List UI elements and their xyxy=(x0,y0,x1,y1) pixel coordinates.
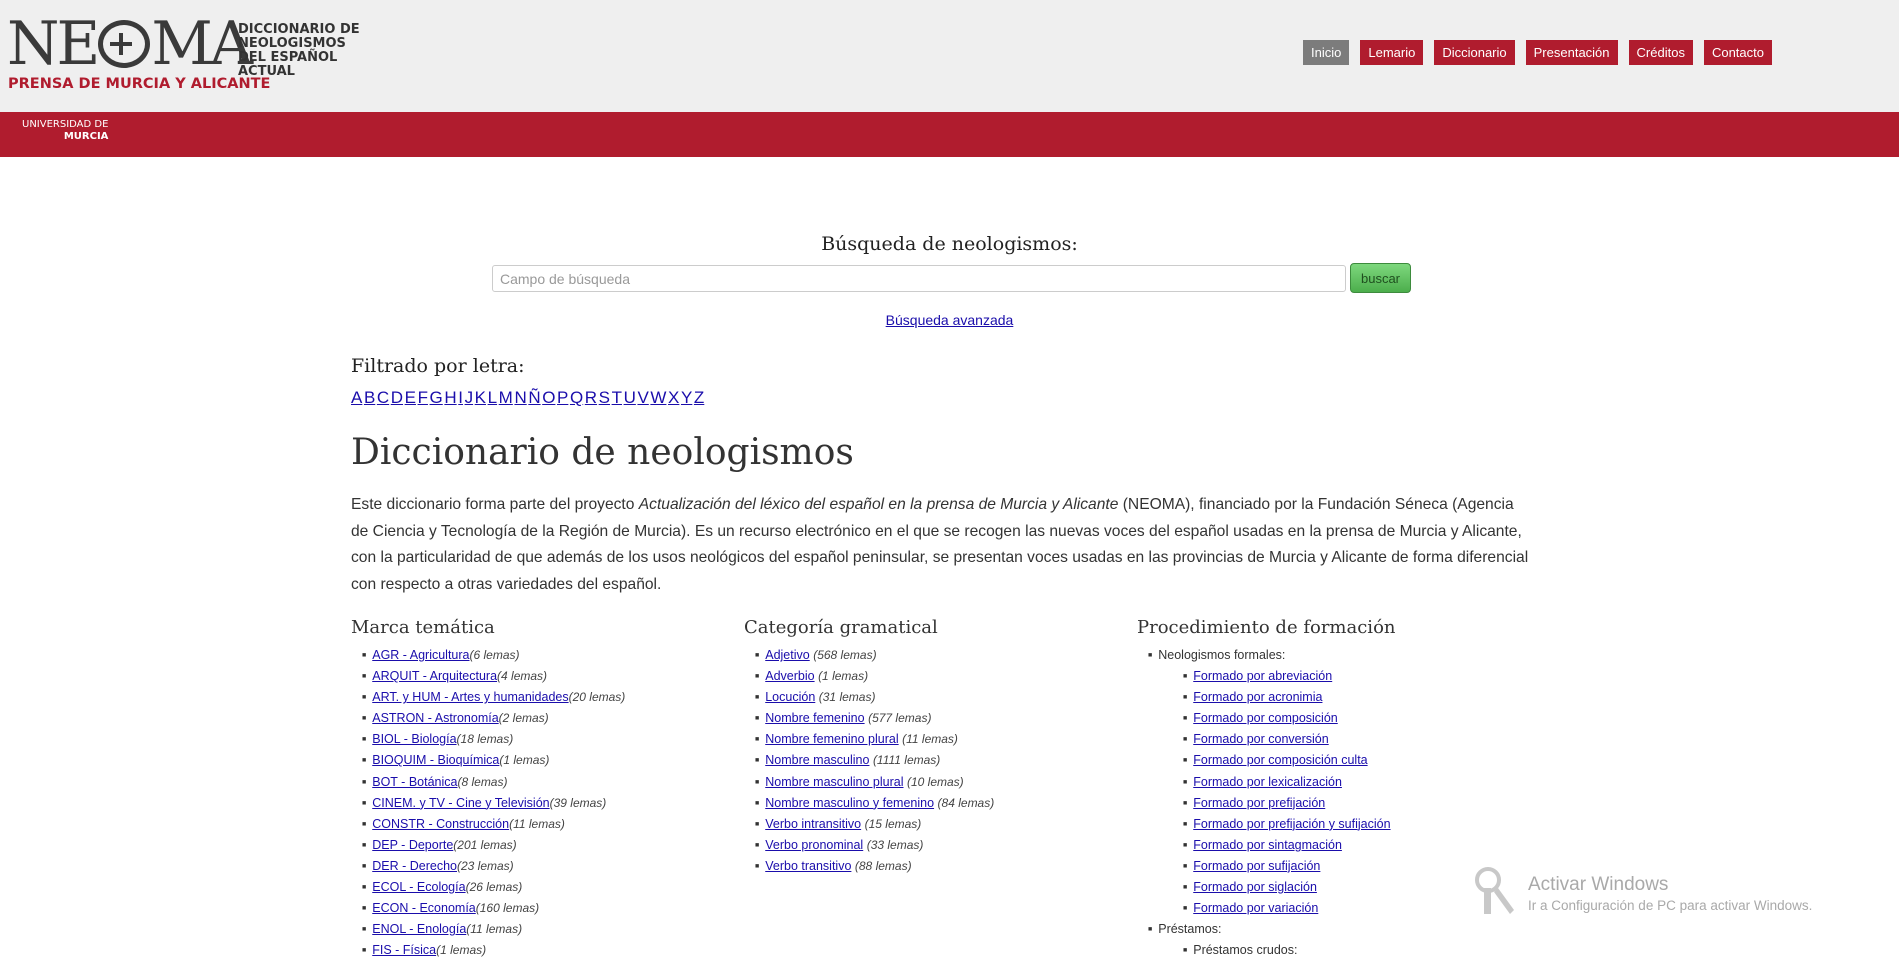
letter-link[interactable]: Y xyxy=(680,388,693,407)
category-link[interactable]: DEP - Deporte xyxy=(372,837,454,852)
list-item xyxy=(362,645,625,666)
lemma-count: (31 lemas) xyxy=(818,690,876,705)
category-link[interactable]: Verbo pronominal xyxy=(765,837,864,852)
group-prestamos: ■ Préstamos: xyxy=(1148,919,1391,940)
university-bar xyxy=(0,112,1899,157)
lemma-count: (39 lemas) xyxy=(549,795,607,810)
formation-link[interactable]: Formado por composición xyxy=(1193,711,1338,726)
gramatical-title: Categoría gramatical xyxy=(744,617,938,638)
main-nav xyxy=(1303,40,1772,65)
lemma-count: (10 lemas) xyxy=(906,774,964,789)
letter-link[interactable]: H xyxy=(444,388,457,407)
list-item xyxy=(1148,877,1391,898)
letter-link[interactable]: V xyxy=(637,388,649,407)
letter-link[interactable]: J xyxy=(464,388,474,407)
key-icon xyxy=(1474,866,1518,918)
category-link[interactable]: ASTRON - Astronomía xyxy=(372,711,499,726)
list-item xyxy=(1148,666,1391,687)
formation-link[interactable]: Formado por variación xyxy=(1193,901,1319,916)
letter-link[interactable]: C xyxy=(376,388,390,407)
list-item xyxy=(755,708,994,729)
list-item xyxy=(1148,835,1391,856)
list-item xyxy=(1148,898,1391,919)
category-link[interactable]: Adjetivo xyxy=(765,648,810,662)
group-prestamos-crudos: ■ Préstamos crudos: xyxy=(1148,940,1391,961)
letter-link[interactable]: O xyxy=(542,388,556,407)
lemma-count: (88 lemas) xyxy=(854,858,912,873)
letter-link[interactable]: G xyxy=(429,388,443,407)
letter-link[interactable]: R xyxy=(584,388,598,407)
lemma-count: (1111 lemas) xyxy=(872,753,941,768)
lemma-count: (4 lemas) xyxy=(497,669,548,684)
category-link[interactable]: Nombre masculino y femenino xyxy=(765,795,935,810)
list-item xyxy=(755,645,994,666)
tematica-title: Marca temática xyxy=(351,617,495,638)
category-link[interactable]: Verbo transitivo xyxy=(765,858,852,873)
lemma-count: (160 lemas) xyxy=(475,901,540,916)
category-link[interactable]: Adverbio xyxy=(765,669,815,684)
letter-link[interactable]: Z xyxy=(693,388,705,407)
category-link[interactable]: CINEM. y TV - Cine y Televisión xyxy=(372,795,550,810)
nav-lemario[interactable]: Lemario xyxy=(1360,40,1423,65)
list-item xyxy=(755,750,994,771)
category-link[interactable]: ENOL - Enología xyxy=(372,922,467,937)
lemma-count: (18 lemas) xyxy=(456,732,514,747)
advanced-search-container xyxy=(0,312,1899,328)
letter-link[interactable]: L xyxy=(487,388,498,407)
letter-link[interactable]: F xyxy=(417,388,428,407)
search-button[interactable]: buscar xyxy=(1350,263,1411,293)
intro-text-1: Este diccionario forma parte del proyecto xyxy=(351,496,639,513)
formation-link[interactable]: Formado por abreviación xyxy=(1193,669,1333,684)
lemma-count: (23 lemas) xyxy=(456,858,514,873)
category-link[interactable]: DER - Derecho xyxy=(372,858,457,873)
logo-text-right: MA xyxy=(151,9,251,79)
lemma-count: (20 lemas) xyxy=(568,690,626,705)
list-item xyxy=(362,919,625,940)
letter-link[interactable]: U xyxy=(623,388,636,407)
letter-link[interactable]: M xyxy=(498,388,513,407)
category-link[interactable]: ARQUIT - Arquitectura xyxy=(372,669,498,684)
list-item xyxy=(362,940,625,961)
letter-link[interactable]: E xyxy=(404,388,416,407)
search-title: Búsqueda de neologismos: xyxy=(821,233,1078,255)
list-item xyxy=(755,814,994,835)
list-item xyxy=(755,835,994,856)
lemma-count: (201 lemas) xyxy=(453,837,517,852)
formacion-title: Procedimiento de formación xyxy=(1137,617,1396,638)
nav-inicio[interactable]: Inicio xyxy=(1303,40,1349,65)
search-input[interactable] xyxy=(492,265,1346,292)
formation-link[interactable]: Formado por prefijación y sufijación xyxy=(1193,816,1391,831)
letter-link[interactable]: P xyxy=(557,388,569,407)
category-link[interactable]: Nombre masculino xyxy=(765,753,870,768)
lemma-count: (26 lemas) xyxy=(465,880,523,895)
lemma-count: (11 lemas) xyxy=(466,922,523,937)
nav-creditos[interactable]: Créditos xyxy=(1629,40,1693,65)
category-link[interactable]: Nombre femenino xyxy=(765,711,865,726)
list-item xyxy=(362,772,625,793)
category-link[interactable]: ECOL - Ecología xyxy=(372,880,466,895)
list-item xyxy=(362,793,625,814)
list-item xyxy=(362,877,625,898)
letter-link[interactable]: N xyxy=(514,388,527,407)
nav-contacto[interactable]: Contacto xyxy=(1704,40,1772,65)
list-item xyxy=(1148,687,1391,708)
gramatical-list xyxy=(755,645,994,877)
nav-presentacion[interactable]: Presentación xyxy=(1526,40,1618,65)
list-item xyxy=(755,666,994,687)
letter-link[interactable]: Q xyxy=(569,388,584,407)
lemma-count: (577 lemas) xyxy=(868,711,932,726)
formation-link[interactable]: Formado por siglación xyxy=(1193,880,1317,895)
list-item xyxy=(1148,793,1391,814)
logo-subtitle: PRENSA DE MURCIA Y ALICANTE xyxy=(8,76,271,92)
logo-tagline: DICCIONARIO DE NEOLOGISMOS DEL ESPAÑOL ACTUAL xyxy=(238,22,360,79)
list-item xyxy=(362,898,625,919)
lemma-count: (1 lemas) xyxy=(818,669,869,684)
letter-link[interactable]: X xyxy=(668,388,680,407)
letter-link[interactable]: I xyxy=(458,388,463,407)
formation-link[interactable]: Formado por sufijación xyxy=(1193,858,1321,873)
formation-link[interactable]: Formado por composición culta xyxy=(1193,753,1368,768)
university-logo[interactable] xyxy=(22,119,108,143)
category-link[interactable]: Verbo intransitivo xyxy=(765,816,862,831)
nav-diccionario[interactable]: Diccionario xyxy=(1434,40,1514,65)
list-item xyxy=(755,687,994,708)
lemma-count: (1 lemas) xyxy=(436,943,487,958)
lemma-count: (84 lemas) xyxy=(937,795,995,810)
lemma-count: (15 lemas) xyxy=(864,816,922,831)
letter-link[interactable]: W xyxy=(650,388,667,407)
list-item xyxy=(362,750,625,771)
lemma-count: (2 lemas) xyxy=(498,711,549,726)
category-link[interactable]: FIS - Física xyxy=(372,943,437,958)
category-link[interactable]: ECON - Economía xyxy=(372,901,476,916)
category-link[interactable]: BOT - Botánica xyxy=(372,774,458,789)
category-link[interactable]: AGR - Agricultura xyxy=(372,648,470,662)
category-link[interactable]: CONSTR - Construcción xyxy=(372,816,510,831)
list-item xyxy=(362,708,625,729)
letter-link[interactable]: B xyxy=(363,388,376,407)
university-line2: MURCIA xyxy=(63,131,109,142)
logo-text-left: NE xyxy=(7,9,98,79)
category-link[interactable]: Locución xyxy=(765,690,816,705)
formation-link[interactable]: Formado por conversión xyxy=(1193,732,1329,747)
magnifier-plus-icon xyxy=(98,20,150,68)
university-line1: UNIVERSIDAD DE xyxy=(22,119,109,130)
category-link[interactable]: Nombre masculino plural xyxy=(765,774,904,789)
lemma-count: (11 lemas) xyxy=(902,732,958,747)
letter-link[interactable]: Ñ xyxy=(528,388,541,407)
letter-link[interactable]: T xyxy=(611,388,622,407)
lemma-count: (6 lemas) xyxy=(469,648,520,662)
advanced-search-link[interactable]: Búsqueda avanzada xyxy=(885,312,1014,328)
category-link[interactable]: BIOQUIM - Bioquímica xyxy=(372,753,500,768)
list-item xyxy=(1148,750,1391,771)
formation-link[interactable]: Formado por sintagmación xyxy=(1193,837,1342,852)
list-item xyxy=(362,687,625,708)
list-item xyxy=(362,666,625,687)
letter-link[interactable]: A xyxy=(351,388,363,407)
list-item xyxy=(755,856,994,877)
category-link[interactable]: Nombre femenino plural xyxy=(765,732,899,747)
lemma-count: (33 lemas) xyxy=(866,837,924,852)
filter-title: Filtrado por letra: xyxy=(351,355,525,377)
list-item xyxy=(755,772,994,793)
list-item xyxy=(362,729,625,750)
letter-link[interactable]: S xyxy=(598,388,610,407)
list-item xyxy=(362,835,625,856)
category-link[interactable]: BIOL - Biología xyxy=(372,732,457,747)
letter-link[interactable]: D xyxy=(390,388,404,407)
list-item xyxy=(1148,708,1391,729)
formacion-list xyxy=(1148,645,1391,961)
list-item xyxy=(755,729,994,750)
watermark-subtitle: Ir a Configuración de PC para activar Windows. xyxy=(1528,898,1813,913)
lemma-count: (8 lemas) xyxy=(457,774,508,789)
letter-link[interactable]: K xyxy=(474,388,487,407)
page-title: Diccionario de neologismos xyxy=(351,432,854,473)
site-header xyxy=(0,0,1899,112)
neoma-logo[interactable] xyxy=(7,9,251,79)
lemma-count: (568 lemas) xyxy=(813,648,877,662)
intro-paragraph xyxy=(351,492,1533,598)
list-item xyxy=(362,814,625,835)
intro-text-2: (NEOMA), financiado por la Fundación Séneca (Agencia de Ciencia y Tecnología de la Región de Murcia). Es un recurso electrónico en el que se recogen las nuevas voces del español usadas en la prensa de Murcia y Alicante, con la particularidad de que además de los usos neológicos del español peninsular, se presentan voces usadas en las provincias de Murcia y Alicante de forma diferencial con respecto a otras variedades del español. xyxy=(351,496,1529,593)
formation-link[interactable]: Formado por acronimia xyxy=(1193,690,1323,705)
category-link[interactable]: ART. y HUM - Artes y humanidades xyxy=(372,690,569,705)
list-item xyxy=(1148,856,1391,877)
intro-project-name: Actualización del léxico del español en la prensa de Murcia y Alicante xyxy=(638,496,1119,513)
formation-link[interactable]: Formado por prefijación xyxy=(1193,795,1326,810)
lemma-count: (1 lemas) xyxy=(499,753,550,768)
list-item xyxy=(1148,772,1391,793)
watermark-title: Activar Windows xyxy=(1528,874,1669,895)
tematica-list xyxy=(362,645,625,961)
formation-link[interactable]: Formado por lexicalización xyxy=(1193,774,1342,789)
group-formal: ■ Neologismos formales: xyxy=(1148,645,1391,666)
list-item xyxy=(1148,814,1391,835)
list-item xyxy=(1148,729,1391,750)
list-item xyxy=(755,793,994,814)
list-item xyxy=(362,856,625,877)
lemma-count: (11 lemas) xyxy=(509,816,565,831)
letter-filter xyxy=(351,388,706,408)
